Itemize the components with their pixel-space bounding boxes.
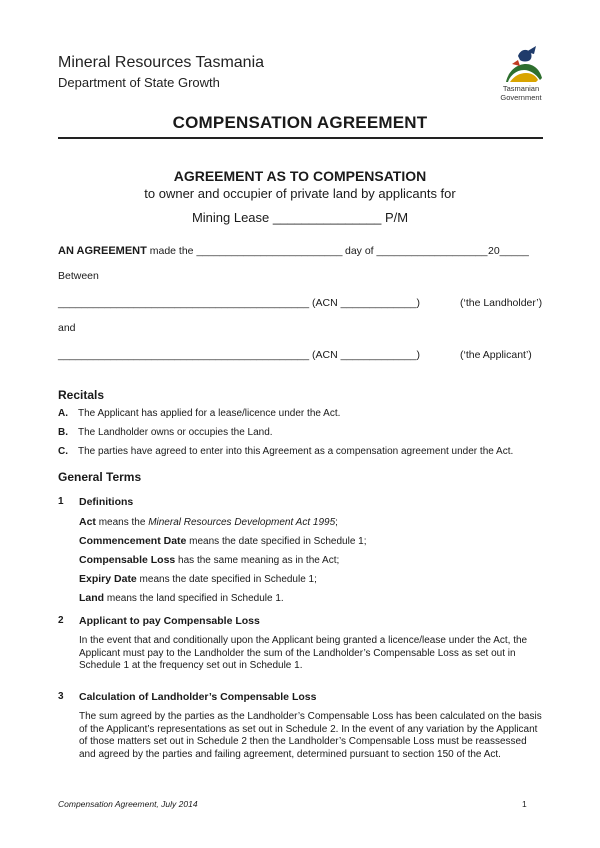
page-number: 1 bbox=[522, 799, 527, 809]
and-label: and bbox=[58, 322, 76, 334]
recital-letter: A. bbox=[58, 408, 68, 419]
section-1-number: 1 bbox=[58, 496, 64, 507]
def-italic: Mineral Resources Development Act 1995 bbox=[148, 517, 336, 528]
agreement-line bbox=[58, 245, 543, 257]
section-2-heading: Applicant to pay Compensable Loss bbox=[79, 615, 260, 627]
recital-text: The parties have agreed to enter into this Agreement as a compensation agreement under the Act. bbox=[78, 446, 514, 457]
def-term: Expiry Date bbox=[79, 573, 137, 585]
party-applicant bbox=[58, 349, 543, 361]
general-terms-heading: General Terms bbox=[58, 470, 142, 484]
section-3-text: The sum agreed by the parties as the Landholder’s Compensable Loss has been calculated on the basis of the Applicant’s representations as set out in Schedule 2. In the event of any variation by the Applicant of those matters set out in Schedule 2 then the Landholder’s Compensable Loss must be reassessed and agreed by the parties and failing agreement, determined pursuant to section 150 of the Act. bbox=[79, 711, 542, 760]
def-term: Act bbox=[79, 516, 96, 528]
applicant-role: (‘the Applicant’) bbox=[460, 349, 532, 361]
section-1-heading: Definitions bbox=[79, 496, 134, 508]
section-2-text: In the event that and conditionally upon the Applicant being granted a licence/lease under the Act, the Applicant must pay to the Landholder the sum of the Landholder’s Compensable Loss as set out in Schedule 1 at the frequency set out in Schedule 1. bbox=[79, 635, 528, 671]
applicant-line: ___________________________________________ (ACN _____________) bbox=[58, 349, 421, 361]
def-text: means the date specified in Schedule 1; bbox=[136, 574, 317, 585]
def-term: Commencement Date bbox=[79, 535, 187, 547]
org-name: Mineral Resources Tasmania bbox=[58, 54, 265, 71]
recital-letter: C. bbox=[58, 446, 68, 457]
def-term: Compensable Loss bbox=[79, 554, 176, 566]
between-label: Between bbox=[58, 270, 99, 282]
def-post: ; bbox=[335, 517, 338, 528]
year-blank: 20_____ bbox=[488, 245, 529, 257]
department-name: Department of State Growth bbox=[58, 75, 220, 90]
def-text: means the date specified in Schedule 1; bbox=[186, 536, 367, 547]
definition-commencement-date bbox=[79, 535, 367, 547]
def-term: Land bbox=[79, 592, 105, 604]
footer-text: Compensation Agreement, July 2014 bbox=[58, 799, 198, 809]
recital-c bbox=[58, 446, 513, 457]
section-2-number: 2 bbox=[58, 615, 64, 626]
logo-caption-line1: Tasmanian bbox=[502, 84, 540, 93]
landholder-role: (‘the Landholder’) bbox=[460, 297, 543, 309]
made-the-blank: made the _________________________ bbox=[146, 245, 343, 257]
recital-text: The Landholder owns or occupies the Land. bbox=[78, 427, 273, 438]
party-landholder bbox=[58, 297, 543, 309]
subtitle: AGREEMENT AS TO COMPENSATION bbox=[173, 168, 427, 184]
recital-b bbox=[58, 427, 273, 438]
logo-caption-line2: Government bbox=[500, 93, 542, 102]
landholder-line: ___________________________________________ (ACN _____________) bbox=[58, 297, 421, 309]
logo-caption bbox=[486, 84, 556, 102]
recitals-heading: Recitals bbox=[58, 388, 105, 402]
def-text: means the land specified in Schedule 1. bbox=[104, 593, 284, 604]
recital-text: The Applicant has applied for a lease/licence under the Act. bbox=[78, 408, 341, 419]
def-text: has the same meaning as in the Act; bbox=[175, 555, 340, 566]
section-3-heading: Calculation of Landholder’s Compensable Loss bbox=[79, 691, 317, 703]
definition-expiry-date bbox=[79, 573, 317, 585]
title-rule bbox=[58, 137, 543, 139]
definition-act bbox=[79, 516, 338, 528]
recital-letter: B. bbox=[58, 427, 68, 438]
day-of-blank: day of ___________________ bbox=[345, 245, 488, 257]
mining-lease-line: Mining Lease _______________ P/M bbox=[191, 210, 409, 225]
subtitle-line2: to owner and occupier of private land by applicants for bbox=[144, 186, 456, 201]
document-title: COMPENSATION AGREEMENT bbox=[172, 113, 428, 132]
def-text: means the bbox=[95, 517, 149, 528]
definition-compensable-loss bbox=[79, 554, 339, 566]
definition-land bbox=[79, 592, 284, 604]
agreement-lead: AN AGREEMENT bbox=[58, 245, 147, 257]
recital-a bbox=[58, 408, 340, 419]
section-3-number: 3 bbox=[58, 691, 64, 702]
